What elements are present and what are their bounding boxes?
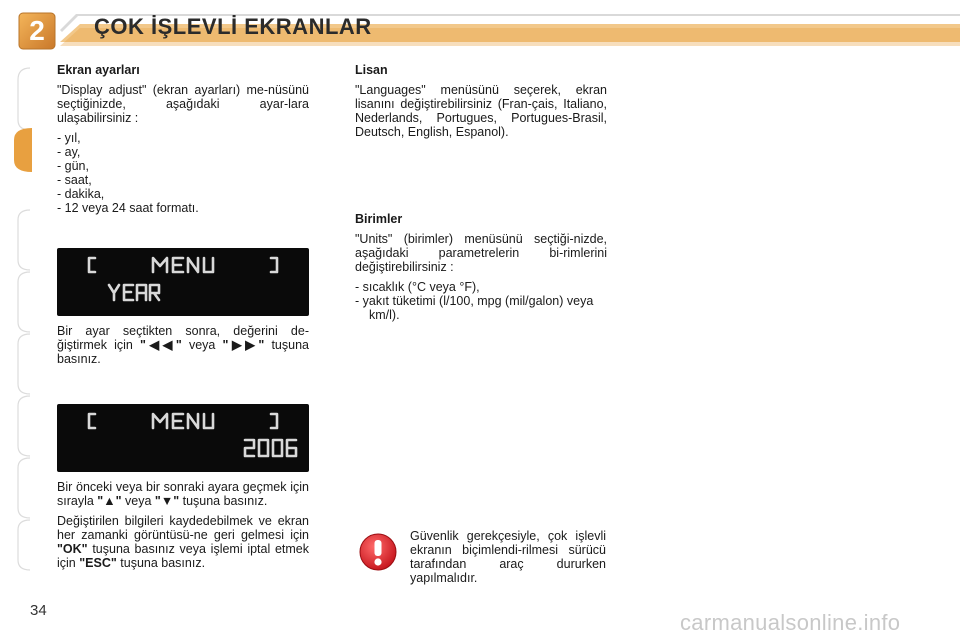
lcd-display-year [57, 248, 309, 316]
warning-box [410, 529, 606, 591]
display-intro: "Display adjust" (ekran ayarları) me-nüsünü seçtiğinizde, aşağıdaki ayar-lara ulaşabilirsiniz : [57, 83, 309, 125]
lcd-segments [57, 404, 309, 472]
down-key-label: "▼" [154, 494, 180, 508]
chapter-number: 2 [29, 15, 45, 46]
watermark: carmanualsonline.info [680, 610, 901, 635]
page-number: 34 [30, 602, 47, 619]
page-title: ÇOK İŞLEVLİ EKRANLAR [94, 14, 372, 39]
language-text: "Languages" menüsünü seçerek, ekran lisanını değiştirebilirsiniz (Fran-çais, Italiano, Nederlands, Portugues, Portugues-Brasil, Deutsch, English, Espanol). [355, 83, 607, 139]
right-column-units [355, 212, 607, 322]
navigate-instruction: Bir önceki veya bir sonraki ayara geçmek için sırayla "▲" veya "▼" tuşuna basınız. [57, 480, 309, 508]
left-column [57, 63, 309, 215]
up-key-label: "▲" [97, 494, 122, 508]
right-column [355, 63, 607, 145]
list-item: - yıl, [57, 131, 81, 145]
list-item: - saat, [57, 173, 92, 187]
change-value-instruction: Bir ayar seçtikten sonra, değerini de-ğiştirmek için "◀◀" veya "▶▶" tuşuna basınız. [57, 324, 309, 366]
list-item: - 12 veya 24 saat formatı. [57, 201, 199, 215]
forward-key-label: "▶▶" [222, 338, 265, 352]
side-tabs [0, 60, 40, 580]
list-item: - gün, [57, 159, 89, 173]
section-heading-language: Lisan [355, 63, 388, 77]
esc-key-label: "ESC" [79, 556, 117, 570]
lcd-segments [57, 248, 309, 316]
rewind-key-label: "◀◀" [139, 338, 182, 352]
lcd-display-2006 [57, 404, 309, 472]
save-cancel-instruction: Değiştirilen bilgileri kaydedebilmek ve ekran her zamanki görüntüsü-ne geri gelmesi için "OK" tuşuna basınız veya işlemi iptal etmek için "ESC" tuşuna basınız. [57, 514, 309, 570]
section-heading-units: Birimler [355, 212, 403, 226]
ok-key-label: "OK" [57, 542, 88, 556]
units-list [355, 280, 607, 322]
left-column-3 [57, 480, 309, 576]
units-text: "Units" (birimler) menüsünü seçtiği-nizde, aşağıdaki parametrelerin bi-rimlerini değiştirebilirsiniz : [355, 232, 607, 274]
list-item: - ay, [57, 145, 81, 159]
settings-list [57, 131, 309, 215]
list-item: - dakika, [57, 187, 105, 201]
warning-text: Güvenlik gerekçesiyle, çok işlevli ekranın biçimlendi-rilmesi sürücü tarafından araç dururken yapılmalıdır. [410, 529, 606, 585]
section-heading-display: Ekran ayarları [57, 63, 140, 77]
list-item: - yakıt tüketimi (l/100, mpg (mil/galon) veya km/l). [355, 294, 594, 322]
list-item: - sıcaklık (°C veya °F), [355, 280, 480, 294]
left-column-2 [57, 324, 309, 372]
warning-icon [358, 532, 398, 572]
